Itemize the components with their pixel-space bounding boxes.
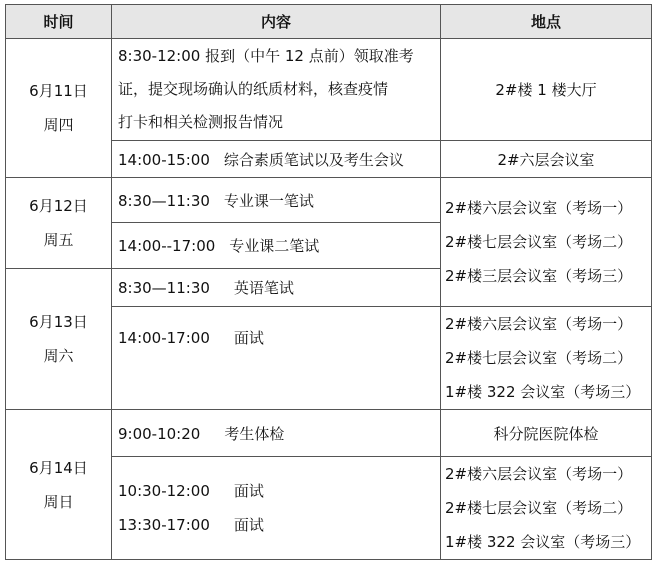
date-label: 6月13日 [29, 313, 88, 331]
place-cell [441, 178, 652, 307]
time-label: 10:30-12:00 [118, 482, 210, 500]
time-label: 14:00-17:00 [118, 329, 210, 347]
content-cell [112, 141, 441, 178]
place-cell [441, 410, 652, 457]
content-line: 8:30-12:00 报到（中午 12 点前）领取准考 [118, 47, 414, 65]
header-content: 内容 [112, 5, 441, 39]
content-cell [112, 39, 441, 141]
place-cell [441, 141, 652, 178]
content-cell [112, 457, 441, 560]
weekday-label: 周六 [43, 347, 74, 365]
place-label: 2#楼三层会议室（考场三） [445, 267, 633, 285]
place-label: 科分院医院体检 [493, 424, 599, 443]
item-label: 考生体检 [224, 424, 285, 443]
header-row [6, 5, 652, 39]
weekday-label: 周五 [43, 231, 74, 249]
date-cell [6, 410, 112, 560]
item-label: 英语笔试 [233, 279, 294, 297]
content-cell [112, 223, 441, 269]
place-label: 2#楼七层会议室（考场二） [445, 349, 633, 367]
place-label: 1#楼 322 会议室（考场三） [445, 383, 641, 401]
place-label: 2#六层会议室 [497, 150, 595, 169]
header-place: 地点 [441, 5, 652, 39]
place-cell [441, 39, 652, 141]
content-line: 证，提交现场确认的纸质材料，核查疫情 [118, 80, 389, 98]
place-label: 1#楼 322 会议室（考场三） [445, 533, 641, 551]
item-label: 专业课一笔试 [223, 191, 314, 210]
time-label: 9:00-10:20 [118, 424, 201, 443]
header-time: 时间 [6, 5, 112, 39]
item-label: 面试 [233, 516, 264, 534]
place-label: 2#楼六层会议室（考场一） [445, 199, 633, 217]
date-label: 6月12日 [29, 197, 88, 215]
time-label: 8:30—11:30 [118, 279, 210, 297]
schedule-table [5, 4, 652, 560]
table-row [6, 178, 652, 223]
item-label: 面试 [233, 482, 264, 500]
time-label: 14:00-15:00 [118, 150, 210, 169]
item-label: 综合素质笔试以及考生会议 [223, 150, 404, 169]
content-cell [112, 269, 441, 307]
place-label: 2#楼 1 楼大厅 [495, 81, 597, 99]
item-label: 面试 [233, 329, 264, 347]
place-label: 2#楼六层会议室（考场一） [445, 315, 633, 333]
place-label: 2#楼六层会议室（考场一） [445, 465, 633, 483]
time-label: 8:30—11:30 [118, 191, 210, 210]
content-cell [112, 307, 441, 410]
date-label: 6月14日 [29, 458, 88, 477]
date-cell [6, 178, 112, 269]
time-label: 14:00--17:00 [118, 237, 216, 255]
place-label: 2#楼七层会议室（考场二） [445, 499, 633, 517]
table-row [6, 410, 652, 457]
item-label: 专业课二笔试 [229, 237, 320, 255]
place-label: 2#楼七层会议室（考场二） [445, 233, 633, 251]
weekday-label: 周四 [43, 116, 74, 134]
date-cell [6, 269, 112, 410]
table-row [6, 39, 652, 141]
content-entry [118, 508, 434, 542]
content-cell [112, 410, 441, 457]
content-entry [118, 474, 434, 508]
content-line: 打卡和相关检测报告情况 [118, 113, 284, 131]
content-cell [112, 178, 441, 223]
place-cell [441, 307, 652, 410]
weekday-label: 周日 [43, 492, 74, 511]
place-cell [441, 457, 652, 560]
date-label: 6月11日 [29, 82, 88, 100]
time-label: 13:30-17:00 [118, 516, 210, 534]
date-cell [6, 39, 112, 178]
